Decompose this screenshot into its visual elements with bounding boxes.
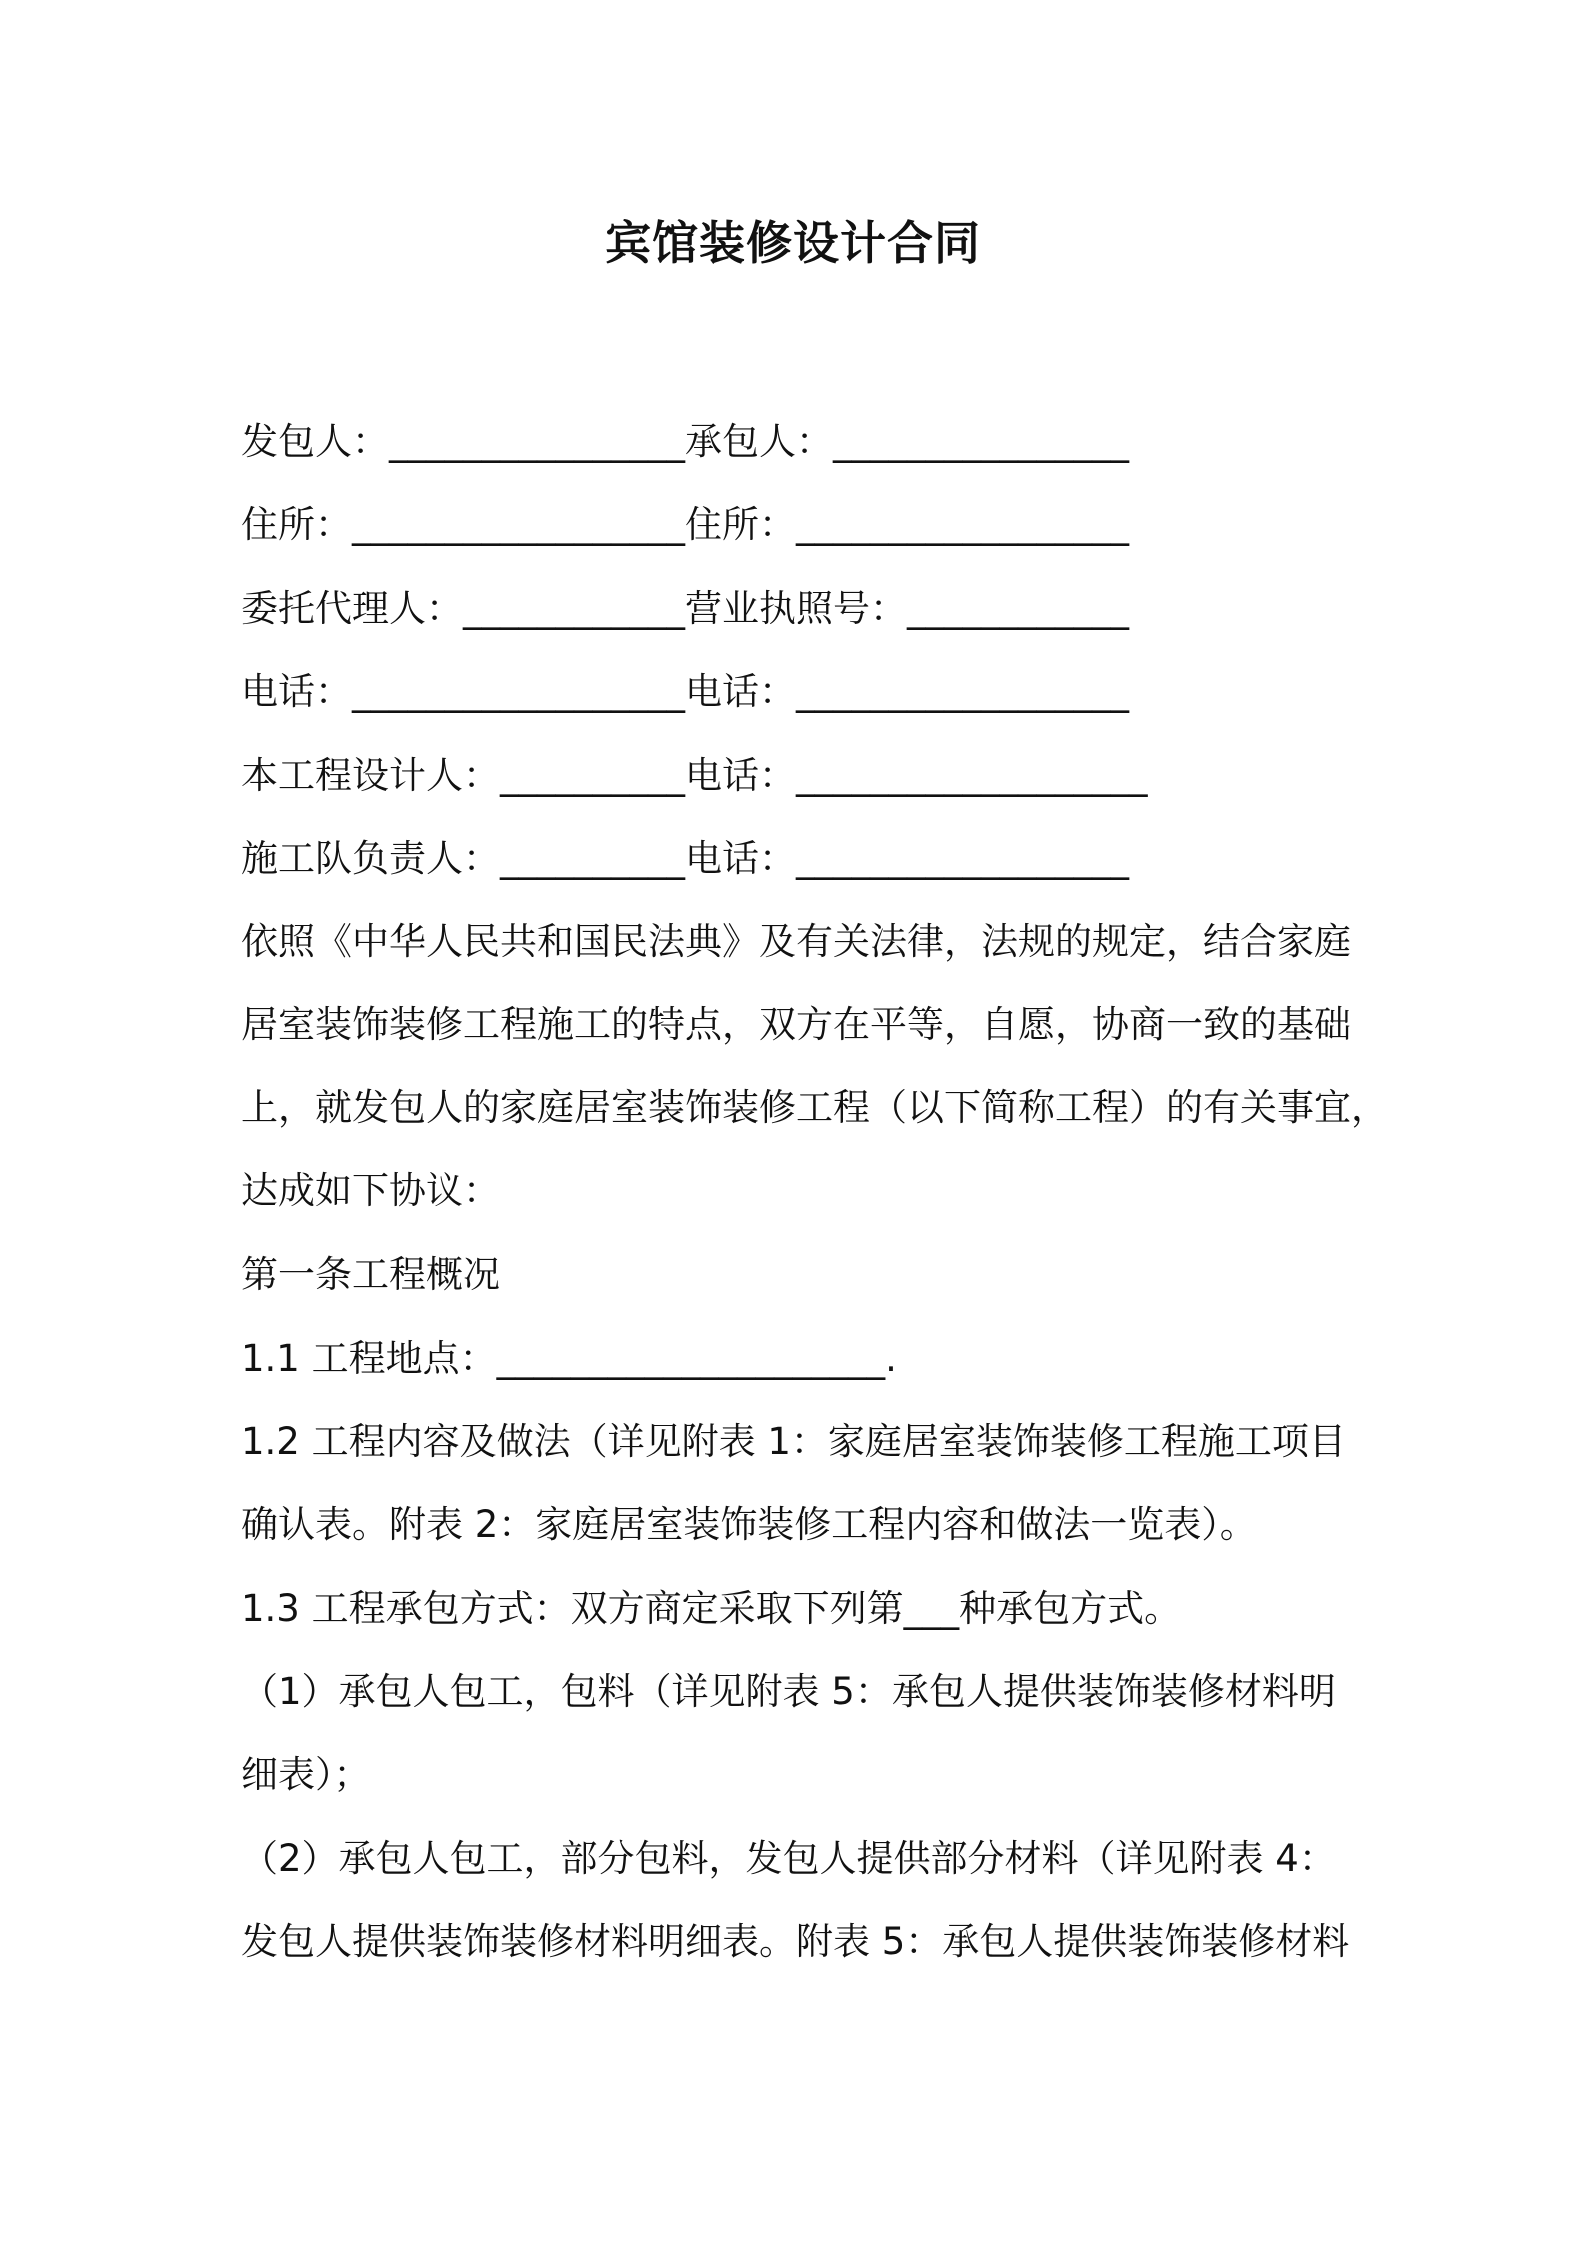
clause-line: 1.1 工程地点：_____________________. — [241, 1337, 897, 1380]
designer-line: 本工程设计人：__________电话：___________________ — [241, 754, 1148, 797]
option-line: 细表）； — [241, 1753, 371, 1796]
paragraph-line: 上，就发包人的家庭居室装饰装修工程（以下简称工程）的有关事宜， — [241, 1086, 1388, 1129]
agent-license-line: 委托代理人：____________营业执照号：____________ — [241, 587, 1129, 630]
document-title: 宾馆装修设计合同 — [605, 216, 981, 270]
option-line: 发包人提供装饰装修材料明细表。附表 5：承包人提供装饰装修材料 — [241, 1920, 1350, 1963]
construction-leader-line: 施工队负责人：__________电话：__________________ — [241, 837, 1129, 880]
paragraph-line: 达成如下协议： — [241, 1169, 500, 1212]
party-a-b-line: 发包人：________________承包人：________________ — [241, 420, 1129, 463]
clause-line: 1.2 工程内容及做法（详见附表 1：家庭居室装饰装修工程施工项目 — [241, 1420, 1346, 1463]
option-line: （2）承包人包工，部分包料，发包人提供部分材料（详见附表 4： — [241, 1837, 1336, 1880]
phone-line: 电话：__________________电话：__________________ — [241, 670, 1129, 713]
option-line: （1）承包人包工，包料（详见附表 5：承包人提供装饰装修材料明 — [241, 1670, 1336, 1713]
clause-line: 1.3 工程承包方式：双方商定采取下列第___种承包方式。 — [241, 1587, 1182, 1630]
address-line: 住所：__________________住所：__________________ — [241, 503, 1129, 546]
clause-line: 确认表。附表 2：家庭居室装饰装修工程内容和做法一览表）。 — [241, 1503, 1257, 1546]
paragraph-line: 居室装饰装修工程施工的特点，双方在平等，自愿，协商一致的基础 — [241, 1003, 1351, 1046]
paragraph-line: 依照《中华人民共和国民法典》及有关法律，法规的规定，结合家庭 — [241, 920, 1351, 963]
section-heading: 第一条工程概况 — [241, 1253, 500, 1296]
